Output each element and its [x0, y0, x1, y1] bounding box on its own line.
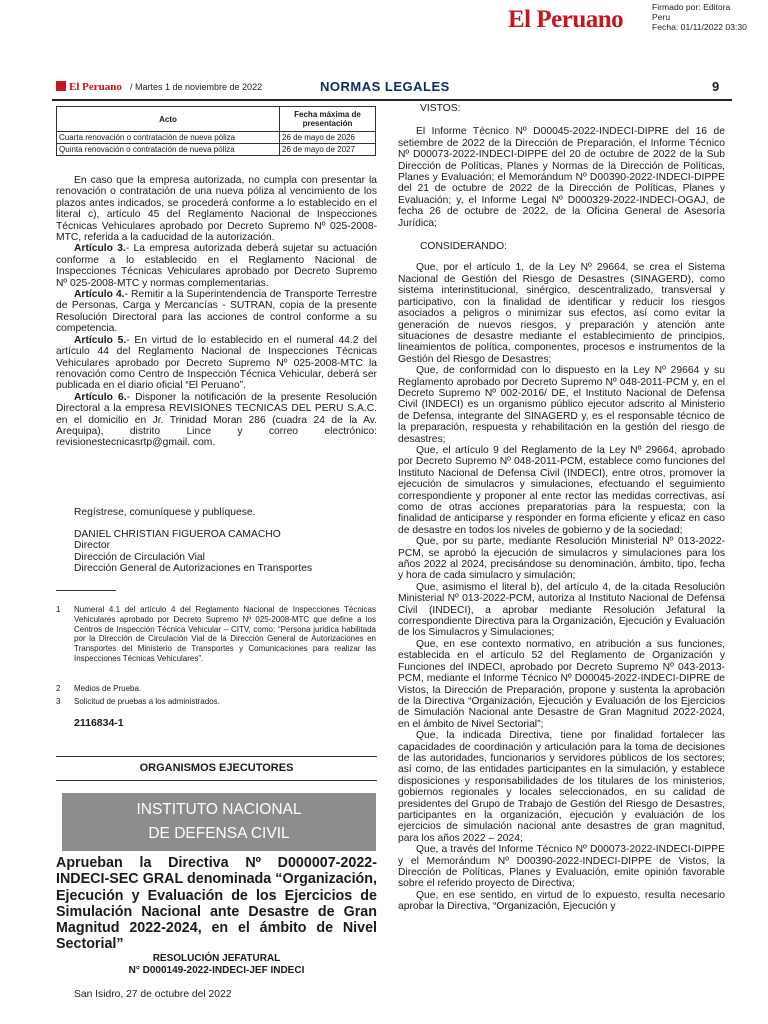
- article-text: - Remitir a la Superintendencia de Transporte Terrestre de Personas, Carga y Mercancías - SUTRAN, copia de la presente Resolución Directoral para las acciones de control conforme a su competencia.: [56, 289, 377, 335]
- paragraph: El Informe Técnico Nº D00045-2022-INDECI-DIPRE del 16 de setiembre de 2022 de la Dirección de Preparación, el Informe Técnico Nº D00073-2022-INDECI-DIPPE del 20 de octubre de 2022 de la Sub Dirección de Políticas, Planes y Normas de la Dirección de Políticas, Planes y Evaluación; el Memorándum Nº D00390-2022-INDECI-DIPPE del 21 de octubre de 2022 de la Dirección de Políticas, Planes y Evaluación; y, el Informe Legal Nº D000329-2022-INDECI-OGAJ, de fecha 26 de octubre de 2022, de la Oficina General de Asesoría Jurídica;: [398, 126, 725, 229]
- paragraph: Que, por su parte, mediante Resolución Ministerial Nº 013-2022-PCM, se aprobó la ejecución de simulacros y simulaciones para los años 2022 al 2024, precisándose su denominación, ámbito, tipo, fecha y hora de cada simulacro y simulación;: [398, 536, 725, 582]
- paragraph: Que, de conformidad con lo dispuesto en la Ley Nº 29664 y su Reglamento aprobado por Decreto Supremo Nº 048-2011-PCM y, en el Decreto Supremo Nº 002-2016/ DE, el Instituto Nacional de Defensa Civil (INDECI) es un organismo público ejecutor adscrito al Ministerio de Defensa, integrante del SINAGERD y, es el responsable técnico de la preparación, respuesta y rehabilitación en la gestión del riesgo de desastres;: [398, 365, 725, 445]
- table-row: [57, 132, 376, 144]
- footnote: [56, 684, 376, 694]
- digital-signature: [652, 2, 747, 32]
- signature-line: Firmado por: Editora: [652, 2, 731, 12]
- article-3: [56, 243, 377, 289]
- institution-banner: [62, 793, 376, 851]
- paragraph: Que, en ese sentido, en virtud de lo expuesto, resulta necesario aprobar la Directiva, “Organización, Ejecución y: [398, 889, 725, 913]
- signer-role: Dirección General de Autorizaciones en Transportes: [74, 563, 313, 575]
- table-row: [57, 144, 376, 156]
- resolution-type: RESOLUCIÓN JEFATURAL: [152, 953, 281, 964]
- closing-formula: Regístrese, comuníquese y publíquese.: [74, 507, 256, 518]
- signer-role: Dirección de Circulación Vial: [74, 551, 205, 563]
- section-rule: [56, 756, 377, 757]
- institution-line: DE DEFENSA CIVIL: [148, 825, 290, 842]
- signer-name: DANIEL CHRISTIAN FIGUEROA CAMACHO: [74, 529, 281, 540]
- article-6: [56, 392, 377, 449]
- page-number: 9: [712, 79, 720, 94]
- footnote: [56, 697, 376, 707]
- paragraph: Que, por el artículo 1, de la Ley Nº 29664, se crea el Sistema Nacional de Gestión del Riesgo de Desastres (SINAGERD), como sistema interinstitucional, sinérgico, descentralizado, transversal y participativo, con la finalidad de identificar y reducir los riesgos asociados a peligros o minimizar sus efectos, así como evitar la generación de nuevos riesgos, y preparación y atención ante situaciones de desastre mediante el establecimiento de principios, lineamientos de política, componentes, procesos e instrumentos de la Gestión del Riesgo de Desastres;: [398, 262, 725, 365]
- closing-block: [56, 507, 377, 518]
- footnote-rule: [56, 590, 116, 591]
- header-section: NORMAS LEGALES: [320, 79, 450, 94]
- footnote: [56, 605, 376, 664]
- vistos-heading: VISTOS:: [420, 103, 461, 114]
- signer-role: Director: [74, 540, 111, 552]
- header-date: / Martes 1 de noviembre de 2022: [130, 82, 263, 92]
- resolution-number: N° D000149-2022-INDECI-JEF INDECI: [128, 965, 305, 976]
- left-column-body: [56, 175, 377, 449]
- signature-line: Fecha: 01/11/2022 03:30: [652, 22, 747, 32]
- deadlines-table: [56, 106, 376, 156]
- section-heading: ORGANISMOS EJECUTORES: [139, 762, 294, 774]
- footnote-number: 1: [56, 605, 61, 614]
- document-code: 2116834-1: [74, 717, 124, 729]
- signer-block: [56, 529, 377, 575]
- article-label: Artículo 6.: [74, 391, 127, 403]
- norm-title: Aprueban la Directiva Nº D000007-2022-INDECI-SEC GRAL denominada “Organización, Ejecución y Evaluación de los Ejercicios de Simulación Nacional ante Desastre de Gran Magnitud 2022-2024, en el ámbito de Nivel Sectorial”: [56, 855, 377, 953]
- article-text: - Disponer la notificación de la presente Resolución Directoral a la empresa REVISIONES TECNICAS DEL PERU S.A.C. en el domicilio en Jr. Trinidad Moran 286 (cuadra 24 de la Av. Arequipa), distrito Lince y correo electrónico: revisionestecnicasrtp@gmail. com.: [56, 391, 378, 449]
- footnote-number: 3: [56, 697, 61, 706]
- paragraph: Que, a través del Informe Técnico Nº D00073-2022-INDECI-DIPPE y el Memorándum Nº D00390-2022-INDECI-DIPPE de Vistos, la Dirección de Políticas, Planes y Evaluación, emite opinión favorable sobre el referido proyecto de Directiva;: [398, 844, 725, 890]
- signature-line: Peru: [652, 12, 671, 22]
- institution-line: INSTITUTO NACIONAL: [136, 801, 302, 818]
- paragraph: Que, asimismo el literal b), del artículo 4, de la citada Resolución Ministerial Nº 013-2022-PCM, autoriza al Instituto Nacional de Defensa Civil (INDECI), a aprobar mediante Resolución Jefatural la correspondiente Directiva para la Organización, Ejecución y Evaluación de los Simulacros y Simulaciones;: [398, 581, 725, 639]
- article-label: Artículo 5.: [74, 334, 127, 346]
- masthead-logo: El Peruano: [508, 6, 624, 33]
- header-logo-text: El Peruano: [69, 81, 122, 93]
- paragraph: En caso que la empresa autorizada, no cumpla con presentar la renovación o contratación de una nueva póliza al vencimiento de los plazos antes indicados, se procederá conforme a lo establecido en el literal c), artículo 45 del Reglamento Nacional de Inspecciones Técnicas Vehiculares aprobado por Decreto Supremo Nº 025-2008-MTC, referida a la caducidad de la autorización.: [56, 175, 377, 244]
- paragraph: Que, el artículo 9 del Reglamento de la Ley Nº 29664, aprobado por Decreto Supremo Nº 048-2011-PCM, establece como funciones del Instituto Nacional de Defensa Civil (INDECI), entre otros, promover la ejecución de simulacros y simulaciones, efectuando el seguimiento correspondiente y proponer al ente rector las medidas correctivas, así como de otras acciones preparatorias para la respuesta; con la finalidad de anticiparse y responder en forma eficiente y eficaz en caso de desastre en todos los niveles de gobierno y de la sociedad;: [398, 444, 725, 536]
- table-header: Fecha máxima de presentación: [280, 107, 376, 132]
- header-rule: [52, 99, 732, 101]
- paragraph: Que, la indicada Directiva, tiene por finalidad fortalecer las capacidades de coordinación y articulación para la toma de decisiones de las autoridades, funcionarios y servidores públicos de los sectores; así como, de las entidades participantes en la simulación, y establece disposiciones y responsabilidades de los titulares de los ministerios, gobiernos regionales y locales seleccionados, en su calidad de presidentes del Grupo de Trabajo de Gestión del Riesgo de Desastres, participantes en la organización, ejecución y evaluación de los ejercicios de simulación nacional ante desastres de gran magnitud, para los años 2022 – 2024;: [398, 730, 725, 844]
- footnote-number: 2: [56, 684, 61, 693]
- article-4: [56, 289, 377, 335]
- section-rule: [56, 780, 377, 781]
- paragraph: Que, en ese contexto normativo, en atribución a sus funciones, establecida en el artículo 52 del Reglamento de Organización y Funciones del INDECI, aprobado por Decreto Supremo Nº 043-2013-PCM, mediante el Informe Técnico Nº D00045-2022-INDECI-DIPRE de Vistos, la Dirección de Preparación, propone y sustenta la aprobación de la Directiva “Organización, Ejecución y Evaluación de los Ejercicios de Simulación Nacional ante Desastre de Gran Magnitud 2022-2024, en el ámbito de Nivel Sectorial”;: [398, 638, 725, 730]
- article-text: - En virtud de lo establecido en el numeral 44.2 del artículo 44 del Reglamento Nacional de Inspecciones Técnicas Vehiculares aprobado por Decreto Supremo Nº 025-2008-MTC la renovación como Centro de Inspección Técnica Vehicular, deberá ser publicada en el diario oficial “El Peruano”.: [56, 334, 377, 392]
- place-date: San Isidro, 27 de octubre del 2022: [74, 989, 232, 1000]
- table-cell: 26 de mayo de 2026: [280, 132, 376, 144]
- table-cell: Cuarta renovación o contratación de nueva póliza: [57, 132, 280, 144]
- footnote-text: Solicitud de pruebas a los administrados.: [74, 697, 220, 706]
- table-header: Acto: [57, 107, 280, 132]
- shield-icon: [56, 81, 66, 91]
- resolution-heading: [56, 953, 377, 977]
- article-5: [56, 335, 377, 392]
- footnote-text: Medios de Prueba.: [74, 684, 142, 693]
- header-logo: [56, 81, 122, 93]
- article-label: Artículo 3.: [74, 243, 126, 255]
- footnote-text: Numeral 4.1 del artículo 4 del Reglamento Nacional de Inspecciones Técnicas Vehiculares aprobado por Decreto Supremo Nº 025-2008-MTC que define a los Centros de Inspección Técnica Vehicular – CITV, como: “Persona jurídica habilitada por la Dirección de Circulación Vial de la Dirección General de Autorizaciones en Transportes del Ministerio de Transportes y Comunicaciones para realizar las Inspecciones Técnicas Vehiculares”.: [74, 605, 376, 663]
- article-label: Artículo 4.: [74, 289, 125, 301]
- considerando-heading: CONSIDERANDO:: [420, 241, 507, 253]
- right-column-body: [398, 103, 725, 913]
- table-cell: Quinta renovación o contratación de nueva póliza: [57, 144, 280, 156]
- article-text: - La empresa autorizada deberá sujetar su actuación conforme a lo establecido en el Reglamento Nacional de Inspecciones Técnicas Vehiculares aprobado por Decreto Supremo Nº 025-2008-MTC y normas complementarias.: [56, 243, 377, 289]
- table-cell: 26 de mayo de 2027: [280, 144, 376, 156]
